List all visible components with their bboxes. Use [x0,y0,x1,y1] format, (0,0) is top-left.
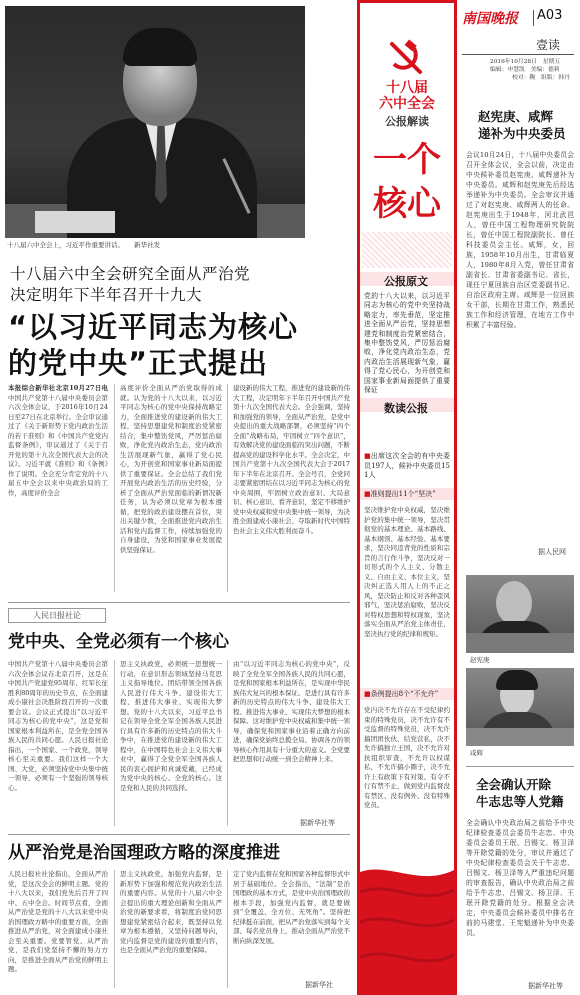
analysis-body-col2: 思主义执政党，加强党内监督，是新形势下加强和规范党内政治生活的重要内容。从党的十八届六中全会提出的重大理论创新和全面从严治党的新要求看，将制度治党同思想建党紧密结合起来，既坚持以党章为根本遵循，又坚持问题导向，党内监督是党的建设的重要内容，也是全面从严治党的重要保障。 [120,870,222,954]
photo-paper [35,211,115,233]
commentary-source-tag: 人民日报社论 [8,608,106,623]
story1-headline-1: 赵宪庚、咸辉 [478,109,554,124]
story2-headline-2: 牛志忠等人党籍 [476,794,564,809]
zhao-xiangeng-photo [466,575,574,653]
commentary-body-col1: 中国共产党第十八届中央委员会第六次全体会议在北京召开，这是在中国共产党建党95周年、红军长征胜利80周年的历史节点，在全面建成小康社会决胜阶段召开的一次重要会议。会议正式提出“以习近平同志为核心的党中央”，这是党和国家根本利益所在，是全党全国各族人民的共同心愿。人民日报社论指出，一个国家、一个政党，领导核心至关重要。我们这样一个大国、大党，必须坚持党中央集中统一领导，必须有一个坚强的领导核心。 [8,660,108,792]
story2-headline-1: 全会确认开除 [476,777,552,792]
photo-caption-line [7,241,302,250]
big-title-2: 核心 [373,184,441,224]
story1-body: 会议10月24日，十八届中央委员会召开全体会议，全会以前，决定由中央候补委员赵宪庚、咸辉递补为中央委员。咸辉和赵宪庚先后经选举递补为中央委员。全会审议并通过了对赵宪庚、咸辉两人的任命。赵宪庚出生于1948年，河北武邑人，曾任中国工程物理研究院院长，曾任中国工程院副院长、曾任科技委员会主任。咸辉，女，回族，1958年10月出生，甘肃临夏人，1980年8月入党，曾任甘肃省副省长、甘肃省委副书记、省长，现任宁夏回族自治区党委副书记、自治区政府主席。咸辉是一位回族女干部，长期在甘肃工作，熟悉民族工作和经济管理，在地方工作中积累了丰富经验。 [466,151,574,329]
section-rule [466,766,574,767]
stat-2-body: 坚决维护党中央权威，坚决维护党的集中统一领导，坚决贯彻党的基本理论、基本路线、基本纲领、基本经验、基本要求，坚决同违背党的性质和宗旨的言行作斗争，坚决反对一切形式的个人主义、分散主义、自由主义、本位主义，坚决纠正选人用人上的不正之风，坚决防止和反对各种歪风邪气，坚决惩治腐败，坚决反对特权思想和特权现象，坚决落实全面从严治党主体责任，坚决执行党的纪律和规矩。 [364,506,450,638]
stat-1-text: 出席这次全会的有中央委员197人，候补中央委员151人 [364,452,450,479]
story1-headline-2: 递补为中央委员 [478,126,566,141]
page-name: 壹读 [536,38,561,52]
big-title-1: 一个 [373,140,441,180]
column-divider [227,870,228,988]
stat-3-text: 条例提出8个“不允许” [370,690,439,698]
commentary-body-col3: 由“以习近平同志为核心的党中央”，反映了全党全军全国各族人民的共同心愿，是党和国家根本利益所在，是实现中华民族伟大复兴的根本保证。是进行具有许多新的历史特点的伟大斗争、建设伟大工程、推进伟大事业、实现伟大梦想的根本保障。这对维护党中央权威和集中统一领导，确保党和国家事业沿着正确方向前进，确保党始终总揽全局、协调各方的领导核心作用具有十分重大的意义。全党要把思想和行动统一到全会精神上来。 [233,660,350,763]
column-divider [227,660,228,826]
stat-bullet-icon: ■ [364,690,371,698]
lead-kicker-1: 十八届六中全会研究全面从严治党 [10,265,251,283]
party-emblem-icon [382,38,430,78]
red-bar-right [454,0,457,995]
photo-credit: 新华社发 [134,241,161,249]
photo1-credit: 据人民网 [538,548,566,556]
yuanwen-text: 党的十八大以来，以习近平同志为核心的党中央坚持战略定力，率先垂范，坚定推进全面从严治党，坚持思想建党和制度治党紧密结合，集中整饬党风，严厉惩治腐败，净化党内政治生态，党内政治生活展现新气象，赢得了党心民心，为开创党和国家事业新局面提供了重要保证 [364,292,450,395]
banner-line-3: 公报解读 [385,115,429,128]
stat-2-text: 准则提出11个“坚决” [370,490,436,498]
header-rule [462,54,574,55]
photo1-caption: 赵宪庚 [470,656,490,664]
header-date: 2016年10月28日 星期五 [490,59,561,65]
red-flag-decoration-icon [360,862,454,992]
column-divider [114,660,115,826]
lead-kicker-2: 决定明年下半年召开十九大 [10,286,203,304]
yuanwen-label: 公报原文 [384,275,428,288]
commentary-credit: 据新华社等 [300,819,335,827]
banner-line-2: 六中全会 [379,96,435,112]
section-rule [8,602,350,603]
commentary-headline: 党中央、全党必须有一个核心 [8,632,229,652]
analysis-headline: 从严治党是治国理政方略的深度推进 [8,843,280,863]
analysis-credit: 据新华社 [305,981,333,989]
red-bar-top [357,0,457,3]
column-divider [114,870,115,988]
story2-credit: 据新华社等 [528,982,563,990]
lead-photo [5,6,305,238]
lead-headline-1: “以习近平同志为核心 [8,310,299,344]
decorative-pattern [362,232,452,268]
shuju-label: 数读公报 [384,402,428,415]
stat-bullet-icon: ■ [364,452,371,460]
newspaper-logo: 南国晚报 [462,11,518,27]
lead-body-col2: 高度评价全面从严治党取得的成就。认为党的十八大以来，以习近平同志为核心的党中央保持战略定力，全面推进党的建设新的伟大工程，坚持思想建党和制度治党紧密结合，集中整饬党风，严厉惩治腐败，净化党内政治生态，党内政治生活展现新气象，赢得了党心民心，为开创党和国家事业新局面提供了重要保证。全会总结了我们党开展党内政治生活的历史经验，分析了全面从严治党面临的新情况新任务，认为必须以党章为根本遵循，把党的政治建设摆在首位，突出关键少数，全面推进党内政治生活和党内监督工作，持续加强党的自身建设，为党和国家事业发展提供坚强保证。 [120,384,222,554]
lead-body-col1 [8,384,108,594]
stat-bullet-icon: ■ [364,490,371,498]
story2-body: 全会确认中央政治局之前给予中央纪律检查委员会委员牛志忠、中央委员会委员王珉、吕锡文、杨卫泽等开除党籍的处分，审议并通过了中央纪律检查委员会关于牛志忠、吕锡文、杨卫泽等人严重违纪问题的审查报告，确认中央政治局之前给予牛志忠、吕锡文、杨卫泽、王珉开除党籍的处分。根据全会决定，中央委员会候补委员中排名在前的马建堂、王宪魁递补为中央委员。 [466,819,574,937]
header-divider [533,10,534,26]
column-divider [114,384,115,592]
stat-item-2 [364,489,450,500]
stat-3-body: 党内决不允许存在不受纪律约束的特殊党员，决不允许有不受监督的特殊党员，决不允许搞团团伙伙、结党营私，决不允许搞独立王国，决不允许对抗组织审查，不允许以权谋私，不允许搞小圈子，决不允许上有政策下有对策、有令不行有禁不止，做到党内监督没有禁区、没有例外、没有特殊党员。 [364,706,450,809]
page-code: A03 [537,8,563,23]
column-divider [227,384,228,592]
stat-item-3 [364,689,450,700]
lead-headline-2: 的党中央”正式提出 [8,346,269,380]
analysis-body-col1: 人民日报社社论指出，全面从严治党，是这次全会的鲜明主题。党的十八大以来，我们党先后召开了四中、五中全会。时间节点看，全面从严治党是党的十八大以来党中央治国理政方略中的重要方面，全面推进从严治党，对全面建成小康社会至关重要。党要管党、从严治党，是我们党坚持不懈的努力方向，是推进全面从严治党的鲜明主题。 [8,870,108,973]
stat-item-1 [364,452,450,482]
lead-byline: 本报综合新华社北京10月27日电 [8,384,108,392]
header-editors: 编辑：申慧凯 美编：德莉 [490,67,560,73]
analysis-body-col3: 定了党内监督在党和国家各种监督形式中居于基础地位。全会指出，“法制”是治国理政的基本方式，是党中央治国理政的根本手段，加强党内监督，就是要做到“全覆盖、全方位、无死角”。坚持把纪律挺在前面，把从严治党落实到每个支部、每名党员身上，推动全面从严治党不断向纵深发展。 [233,870,350,945]
lead-body-text-1: 中国共产党第十八届中央委员会第六次全体会议，于2016年10月24日至27日在北京举行。全会审议通过了《关于新形势下党内政治生活的若干准则》和《中国共产党党内监督条例》，审议通过了《关于召开党的第十九次全国代表大会的决议》。习近平就《准则》和《条例》作了说明。全会充分肯定党的十八届五中全会以来中央政治局的工作，高度评价全会 [8,393,108,497]
header-proof: 校对：鞠 组版：韩丹 [512,75,570,81]
photo-hair [123,28,197,66]
section-rule [8,834,350,835]
photo2-caption: 咸辉 [470,749,483,757]
commentary-body-col2: 思主义执政党，必须统一思想统一行动，在意识形态领域坚持马克思主义指导地位。团结带领全国各族人民进行伟大斗争、建设伟大工程、推进伟大事业、实现伟大梦想。党的十八大以来，习近平总书记在领导全党全军全国各族人民进行具有许多新的历史特点的伟大斗争中，在推进党的建设新的伟大工程中，在中国特色社会主义伟大事业中，赢得了全党全军全国各族人民的衷心拥护和真诚爱戴，已经成为党中央的核心、全党的核心。这是党和人民的共同选择。 [120,660,222,792]
photo-caption: 十八届六中全会上，习近平作重要讲话。 [7,241,124,249]
banner-line-1: 十八届 [386,80,428,96]
xian-hui-photo [466,668,574,746]
lead-body-col3: 建设新的伟大工程，推进党的建设新的伟大工程，决定明年下半年召开中国共产党第十九次全国代表大会。全会强调，坚持和加强党的领导，全面从严治党，是党中央提出的重大战略部署，必须坚持“四个全面”战略布局，牢固树立“四个意识”，有效解决党的建设面临的突出问题，不断提高党的建设科学化水平。全会决定，中国共产党第十九次全国代表大会于2017年下半年在北京召开。全会号召，全党同志要紧密团结在以习近平同志为核心的党中央周围，牢固树立政治意识、大局意识、核心意识、看齐意识，坚定不移维护党中央权威和党中央集中统一领导，为决胜全面建成小康社会、夺取新时代中国特色社会主义伟大胜利而奋斗。 [233,384,350,535]
